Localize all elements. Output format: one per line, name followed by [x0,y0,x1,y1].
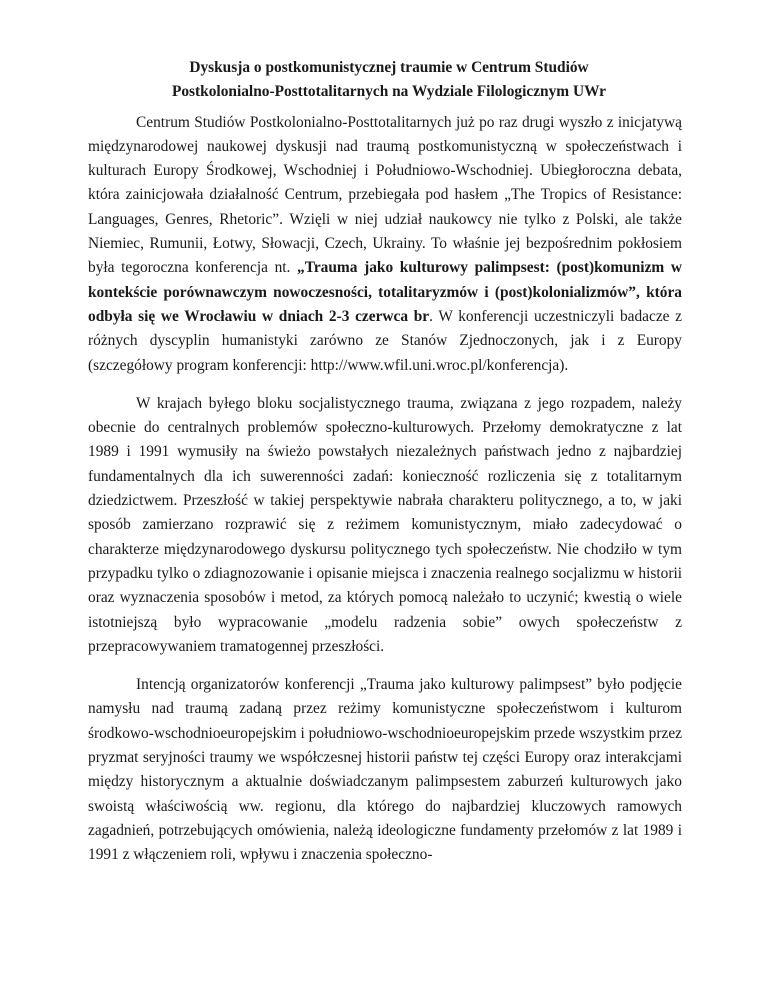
paragraph-1 [88,111,682,378]
conference-title-bold: „Trauma jako kulturowy palimpsest: (post)komunizm w kontekście porównawczym nowoczesności, totalitaryzmów i (post)kolonializmów”, która odbyła się we Wrocławiu w dniach 2-3 czerwca br [88,259,682,325]
paragraph-2: W krajach byłego bloku socjalistycznego trauma, związana z jego rozpadem, należy obecnie do centralnych problemów społeczno-kulturowych. Przełomy demokratyczne z lat 1989 i 1991 wymusiły na świeżo powstałych niezależnych państwach jedno z najbardziej fundamentalnych dla ich suwerenności zadań: konieczność rozliczenia się z totalitarnym dziedzictwem. Przeszłość w takiej perspektywie nabrała charakteru politycznego, a to, w jaki sposób zamierzano rozprawić się z reżimem komunistycznym, miało zadecydować o charakterze międzynarodowego dyskursu politycznego tych społeczeństw. Nie chodziło w tym przypadku tylko o zdiagnozowanie i opisanie miejsca i znaczenia realnego socjalizmu w historii oraz wyznaczenia sposobów i metod, za których pomocą należało to uczynić; kwestią o wiele istotniejszą było wypracowanie „modelu radzenia sobie” owych społeczeństw z przepracowywaniem tramatogennej przeszłości. [88,394,682,655]
paragraph-1-text-before: Centrum Studiów Postkolonialno-Posttotalitarnych już po raz drugi wyszło z inicjatywą międzynarodowej naukowej dyskusji nad traumą postkomunistyczną w społeczeństwach i kulturach Europy Środkowej, Wschodniej i Południowo-Wschodniej. Ubiegłoroczna debata, która zainicjowała działalność Centrum, przebiegała pod hasłem „The Tropics of Resistance: Languages, Genres, Rhetoric”. Wzięli w niej udział naukowcy nie tylko z Polski, ale także Niemiec, Rumunii, Łotwy, Słowacji, Czech, Ukrainy. To właśnie jej bezpośrednim pokłosiem była tegoroczna konferencja nt. [88,113,682,277]
title-line-2: Postkolonialno-Posttotalitarnych na Wydziale Filologicznym UWr [171,83,607,101]
paragraph-1-text-after: . W konferencji uczestniczyli badacze z różnych dyscyplin humanistyki zarówno ze Stanów Zjednoczonych, jak i z Europy (szczegółowy program konferencji: http://www.wfil.uni.wroc.pl/konferencja). [88,307,682,374]
title-line-1: Dyskusja o postkomunistycznej traumie w Centrum Studiów [189,59,589,76]
paragraph-3: Intencją organizatorów konferencji „Trauma jako kulturowy palimpsest” było podjęcie namysłu nad traumą zadaną przez reżimy komunistyczne społeczeństwom i kulturom środkowo-wschodnioeuropejskim i południowo-wschodnioeuropejskim przede wszystkim przez pryzmat seryjności traumy we współczesnej historii państw tej części Europy oraz interakcjami między historycznym a aktualnie doświadczanym palimpsestem zaburzeń kulturowych jako swoistą właściwością ww. regionu, dla którego do najbardziej kluczowych ramowych zagadnień, potrzebujących omówienia, należą ideologiczne fundamenty przełomów z lat 1989 i 1991 z włączeniem roli, wpływu i znaczenia społeczno- [88,676,682,864]
document-title [88,56,682,105]
document-page [88,56,682,868]
